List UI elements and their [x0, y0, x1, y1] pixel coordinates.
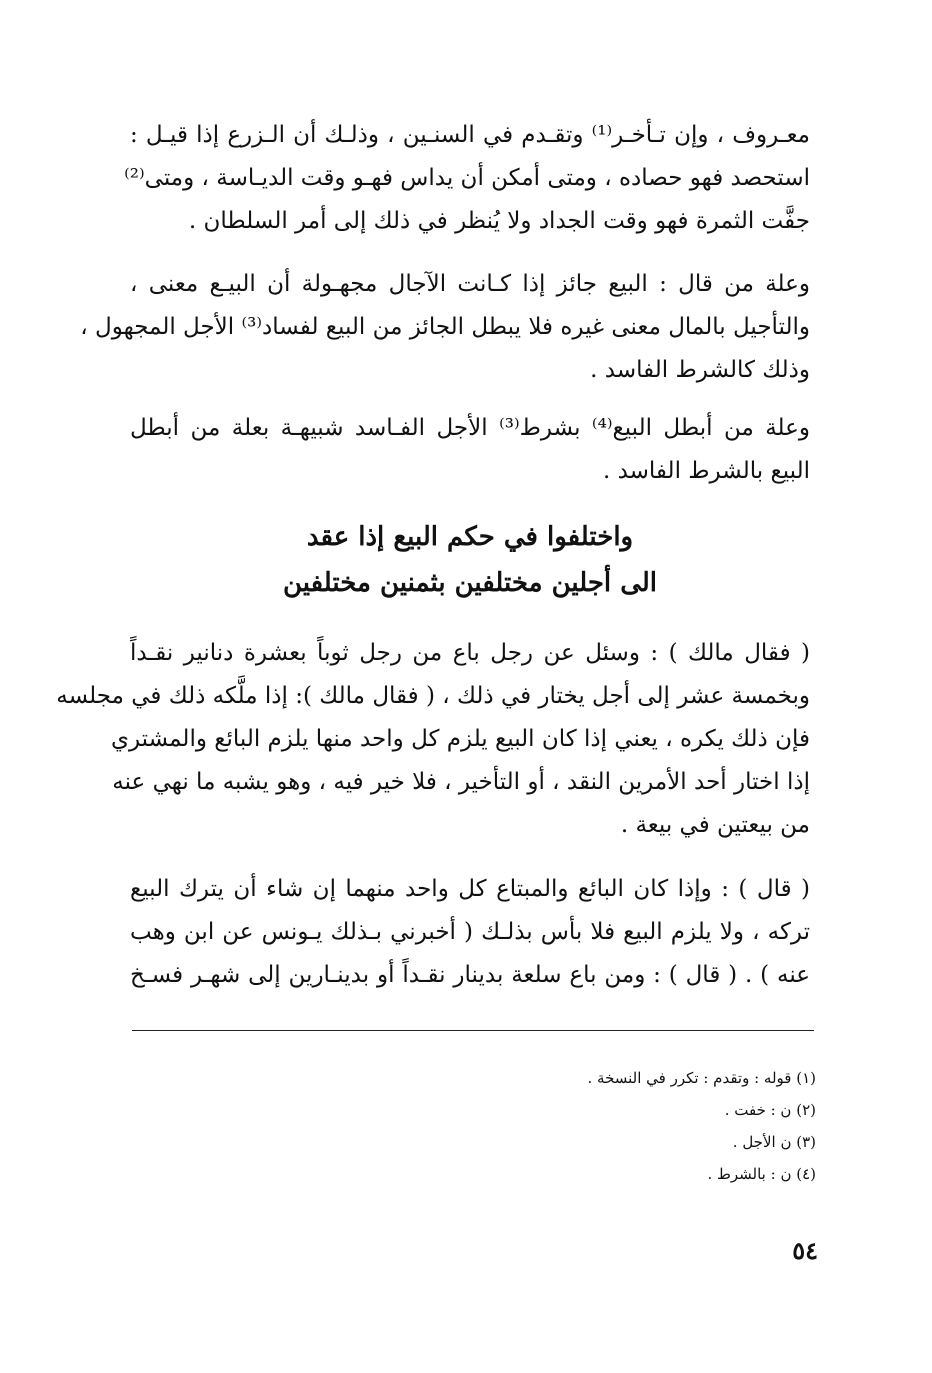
text-line: ( فقال مالك ) : وسئل عن رجل باع من رجل ثوباً بعشرة دنانير نقـداً — [130, 640, 810, 666]
footnote-divider — [132, 1030, 814, 1031]
text-line: معـروف ، وإن تـأخـر⁽¹⁾ وتقـدم في السنـين ، وذلـك أن الـزرع إذا قيـل : — [130, 122, 810, 148]
text-line: والتأجيل بالمال معنى غيره فلا يبطل الجائز من البيع لفساد⁽³⁾ الأجل المجهول ، — [80, 314, 810, 340]
paragraph-permitted-sale-reason — [80, 263, 810, 392]
section-heading-line-1: واختلفوا في حكم البيع إذا عقد — [306, 522, 634, 552]
text-line: استحصد فهو حصاده ، ومتى أمكن أن يداس فهـو وقت الديـاسة ، ومتى⁽²⁾ — [124, 165, 810, 191]
text-line: وذلك كالشرط الفاسد . — [590, 357, 810, 383]
footnote-4: (٤) ن : بالشرط . — [707, 1165, 816, 1183]
text-line: وعلة من أبطل البيع⁽⁴⁾ بشرط⁽³⁾ الأجل الفـاسد شبيهـة بعلة من أبطل — [130, 415, 810, 441]
text-line: وعلة من قال : البيع جائز إذا كـانت الآجال مجهـولة أن البيـع معنى ، — [130, 271, 810, 297]
text-line: عنه ) . ( قال ) : ومن باع سلعة بدينار نقـداً أو بدينـارين إلى شهـر فسـخ — [130, 962, 810, 988]
paragraph-buyer-seller-option — [130, 868, 810, 997]
text-line: البيع بالشرط الفاسد . — [602, 458, 810, 484]
text-line: وبخمسة عشر إلى أجل يختار في ذلك ، ( فقال مالك ): إذا ملَّكه ذلك في مجلسه — [56, 683, 810, 709]
text-line: إذا اختار أحد الأمرين النقد ، أو التأخير ، فلا خير فيه ، وهو يشبه ما نهي عنه — [112, 769, 810, 795]
footnote-3: (٣) ن الأجل . — [732, 1133, 816, 1151]
footnote-2: (٢) ن : خفت . — [724, 1101, 816, 1119]
text-line: ( قال ) : وإذا كان البائع والمبتاع كل واحد منهما إن شاء أن يترك البيع — [130, 876, 810, 902]
paragraph-malik-ruling — [56, 632, 810, 847]
section-heading — [130, 514, 810, 606]
footnote-1: (١) قوله : وتقدم : تكرر في النسخة . — [587, 1069, 816, 1087]
footnotes — [136, 1062, 816, 1190]
paragraph-harvest-time — [124, 114, 810, 243]
text-line: فإن ذلك يكره ، يعني إذا كان البيع يلزم كل واحد منها يلزم البائع والمشتري — [110, 726, 810, 752]
page-number: ٥٤ — [792, 1236, 818, 1265]
text-line: تركه ، ولا يلزم البيع فلا بأس بذلـك ( أخبرني بـذلك يـونس عن ابن وهب — [130, 919, 810, 945]
text-line: من بيعتين في بيعة . — [620, 812, 810, 838]
text-line: جفَّت الثمرة فهو وقت الجداد ولا يُنظر في ذلك إلى أمر السلطان . — [188, 208, 810, 234]
section-heading-line-2: الى أجلين مختلفين بثمنين مختلفين — [282, 568, 658, 598]
paragraph-invalid-sale-reason — [130, 407, 810, 493]
